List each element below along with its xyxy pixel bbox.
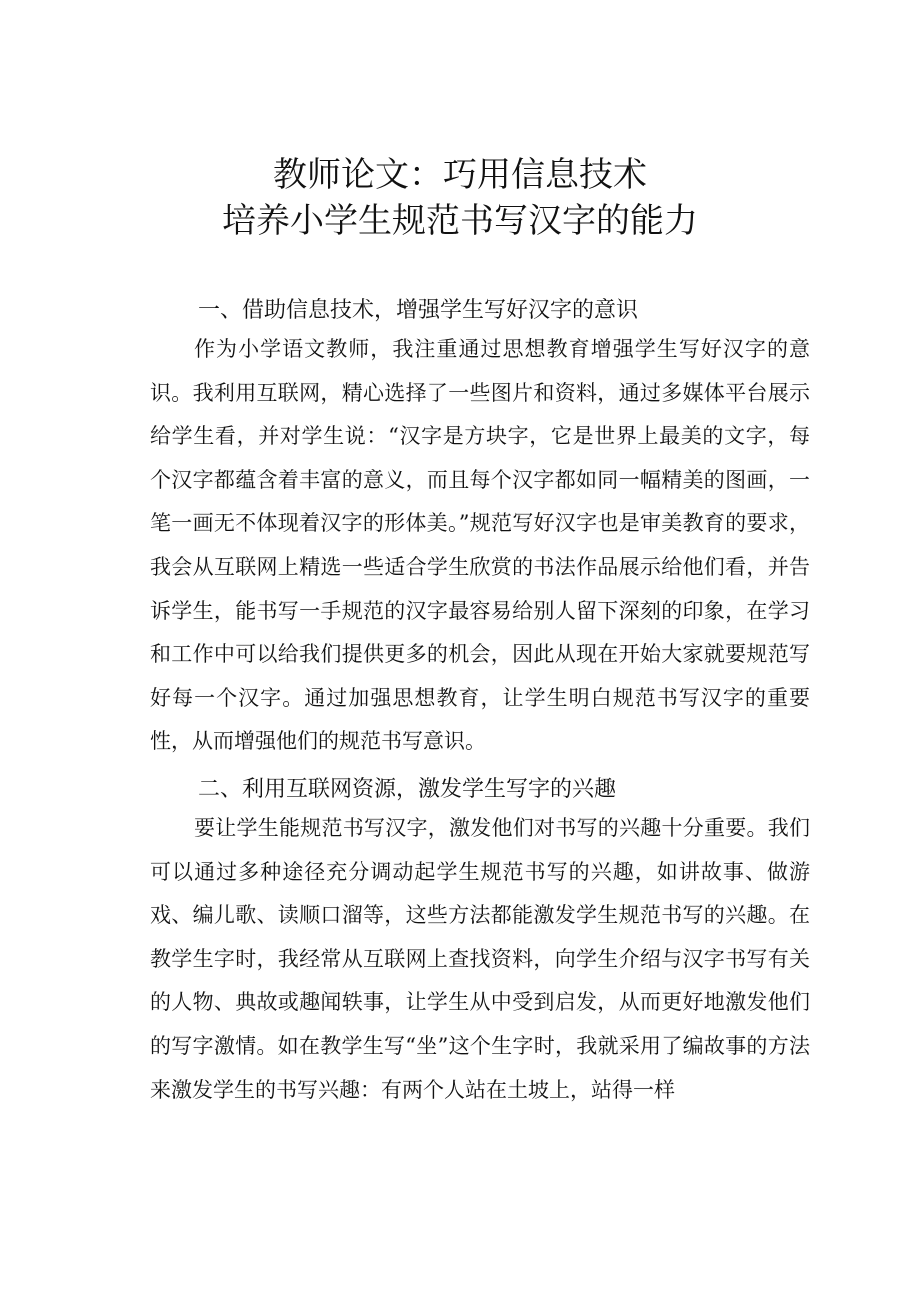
section-2-heading: 二、利用互联网资源，激发学生写字的兴趣	[198, 777, 617, 802]
section-2	[150, 773, 810, 1112]
section-1-heading: 一、借助信息技术，增强学生写好汉字的意识	[198, 298, 639, 323]
title-line-1: 教师论文：巧用信息技术	[273, 155, 647, 195]
title-line-2: 培养小学生规范书写汉字的能力	[222, 201, 698, 241]
section-1	[150, 294, 810, 764]
document-title	[0, 152, 920, 244]
section-1-paragraph: 作为小学语文教师，我注重通过思想教育增强学生写好汉字的意识。我利用互联网，精心选择了一些图片和资料，通过多媒体平台展示给学生看，并对学生说：“汉字是方块字，它是世界上最美的文字，每个汉字都蕴含着丰富的意义，而且每个汉字都如同一幅精美的图画，一笔一画无不体现着汉字的形体美。”规范写好汉字也是审美教育的要求，我会从互联网上精选一些适合学生欣赏的书法作品展示给他们看，并告诉学生，能书写一手规范的汉字最容易给别人留下深刻的印象，在学习和工作中可以给我们提供更多的机会，因此从现在开始大家就要规范写好每一个汉字。通过加强思想教育，让学生明白规范书写汉字的重要性，从而增强他们的规范书写意识。	[150, 337, 810, 754]
section-2-paragraph: 要让学生能规范书写汉字，激发他们对书写的兴趣十分重要。我们可以通过多种途径充分调动起学生规范书写的兴趣，如讲故事、做游戏、编儿歌、读顺口溜等，这些方法都能激发学生规范书写的兴趣。在教学生字时，我经常从互联网上查找资料，向学生介绍与汉字书写有关的人物、典故或趣闻轶事，让学生从中受到启发，从而更好地激发他们的写字激情。如在教学生写“坐”这个生字时，我就采用了编故事的方法来激发学生的书写兴趣：有两个人站在土坡上，站得一样	[150, 816, 810, 1102]
